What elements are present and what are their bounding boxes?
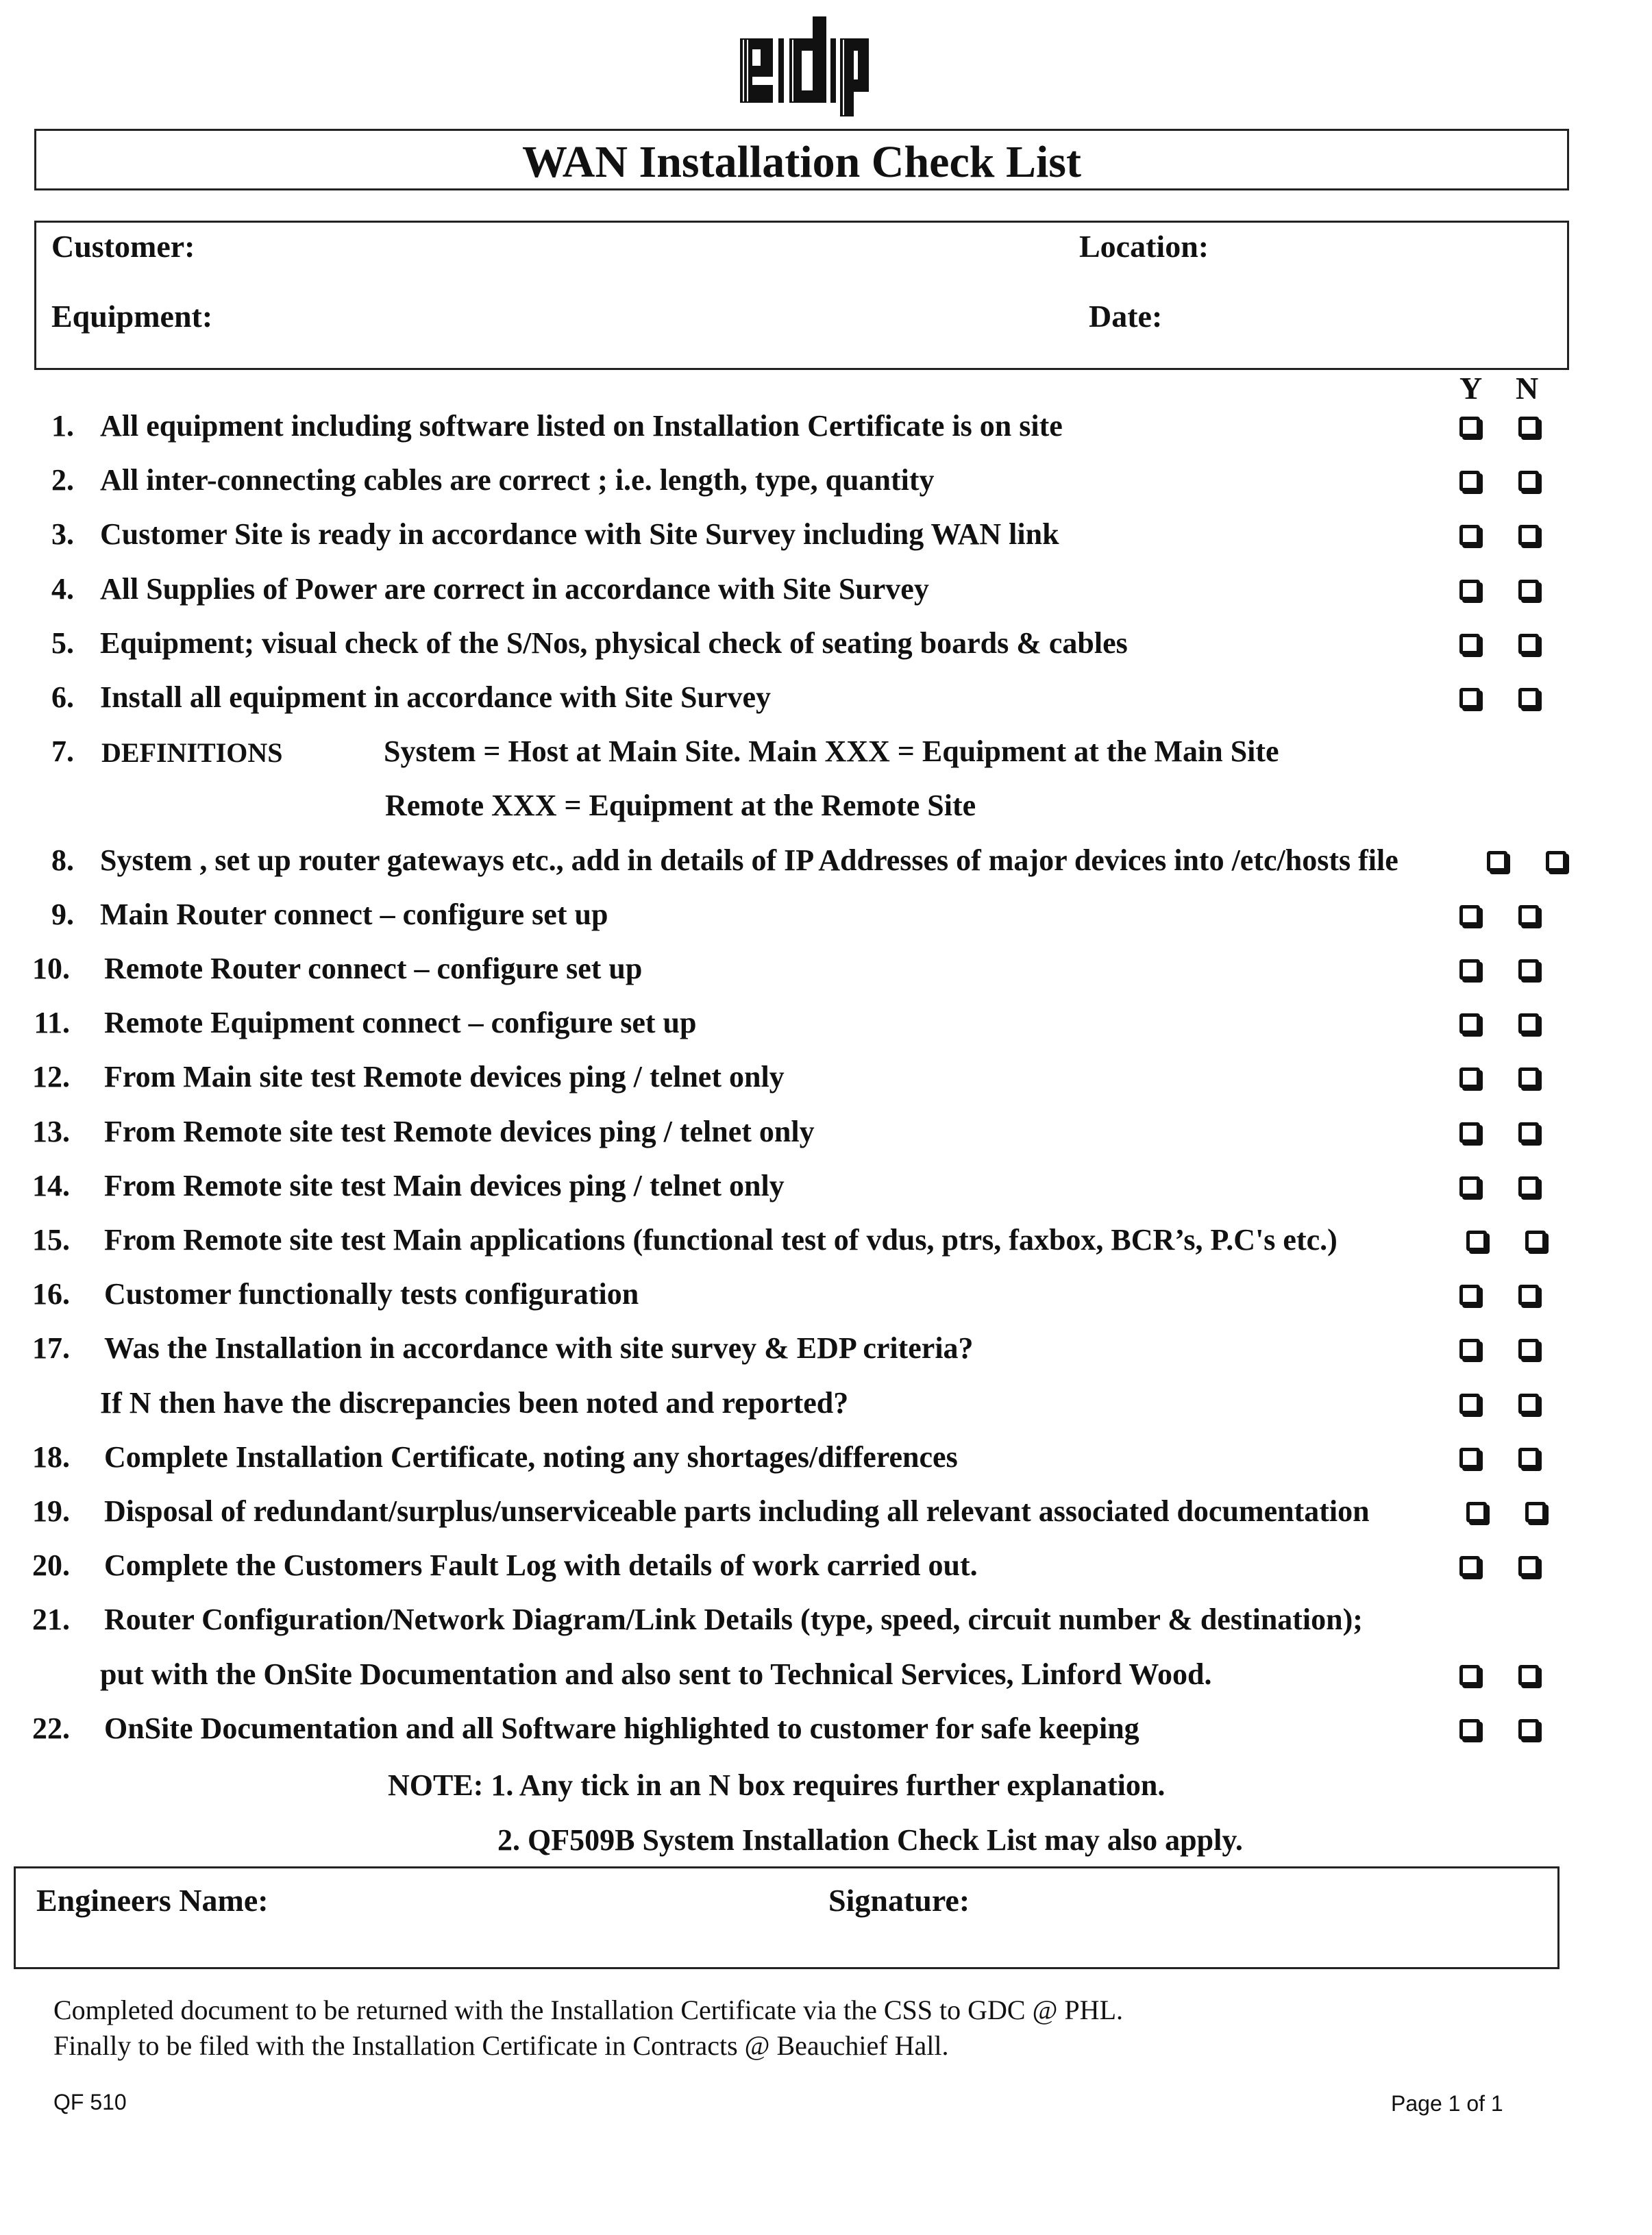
item-number: 14.	[32, 1168, 70, 1202]
edp-logo-graphic	[733, 10, 870, 119]
yes-checkbox[interactable]	[1459, 580, 1480, 600]
location-label: Location:	[1079, 229, 1209, 264]
yes-checkbox[interactable]	[1459, 905, 1480, 926]
item-number: 4.	[51, 571, 74, 606]
no-checkbox[interactable]	[1518, 1448, 1539, 1468]
no-checkbox[interactable]	[1518, 417, 1539, 437]
no-checkbox[interactable]	[1518, 525, 1539, 545]
no-checkbox[interactable]	[1518, 1013, 1539, 1034]
item-text: Complete the Customers Fault Log with details of work carried out.	[104, 1548, 978, 1583]
item-text: Customer Site is ready in accordance with Site Survey including WAN link	[100, 517, 1059, 552]
no-checkbox[interactable]	[1518, 688, 1539, 708]
item-text: Remote Router connect – configure set up	[104, 952, 643, 985]
yes-checkbox[interactable]	[1459, 1665, 1480, 1685]
yes-checkbox[interactable]	[1459, 634, 1480, 654]
item-number: 16.	[32, 1277, 70, 1311]
yes-checkbox[interactable]	[1459, 1448, 1480, 1468]
item-text: Main Router connect – configure set up	[100, 897, 608, 931]
item-text: Router Configuration/Network Diagram/Link Details (type, speed, circuit number & destination);	[104, 1603, 1363, 1637]
yes-checkbox[interactable]	[1459, 1394, 1480, 1414]
item-text: All Supplies of Power are correct in accordance with Site Survey	[100, 571, 929, 606]
no-checkbox[interactable]	[1518, 959, 1539, 980]
yes-column-header: Y	[1459, 371, 1483, 406]
item-text: System , set up router gateways etc., add in details of IP Addresses of major devices into /etc/hosts file	[100, 843, 1398, 877]
page-title: WAN Installation Check List	[522, 137, 1081, 187]
no-checkbox[interactable]	[1518, 1719, 1539, 1740]
item-number: 9.	[51, 897, 74, 931]
yes-checkbox[interactable]	[1459, 959, 1480, 980]
yes-checkbox[interactable]	[1459, 471, 1480, 491]
no-checkbox[interactable]	[1525, 1502, 1546, 1522]
edp-logo	[733, 10, 870, 119]
no-checkbox[interactable]	[1518, 1665, 1539, 1685]
engineers-name-label: Engineers Name:	[36, 1883, 269, 1918]
no-checkbox[interactable]	[1518, 1285, 1539, 1305]
item-number: 8.	[51, 843, 74, 877]
date-label: Date:	[1089, 299, 1163, 334]
item-number: 6.	[51, 680, 74, 714]
page-number: Page 1 of 1	[1391, 2091, 1503, 2116]
yes-checkbox[interactable]	[1459, 1176, 1480, 1197]
definition-line-1: System = Host at Main Site. Main XXX = Equipment at the Main Site	[384, 734, 1279, 769]
item-number: 19.	[32, 1494, 70, 1528]
no-checkbox[interactable]	[1518, 905, 1539, 926]
item-number: 20.	[32, 1548, 70, 1583]
yes-checkbox[interactable]	[1459, 1719, 1480, 1740]
signature-box	[14, 1866, 1559, 1969]
yes-checkbox[interactable]	[1459, 1556, 1480, 1577]
no-column-header: N	[1516, 371, 1539, 406]
yes-checkbox[interactable]	[1487, 851, 1507, 872]
no-checkbox[interactable]	[1518, 1067, 1539, 1088]
yes-checkbox[interactable]	[1459, 1067, 1480, 1088]
yes-checkbox[interactable]	[1466, 1231, 1487, 1251]
no-checkbox[interactable]	[1518, 1339, 1539, 1359]
item-number: 3.	[51, 517, 74, 552]
yes-checkbox[interactable]	[1459, 688, 1480, 708]
item-text: All equipment including software listed on Installation Certificate is on site	[100, 409, 1063, 443]
yes-checkbox[interactable]	[1459, 1013, 1480, 1034]
item-text: Disposal of redundant/surplus/unserviceable parts including all relevant associated documentation	[104, 1494, 1370, 1528]
item-text: Remote Equipment connect – configure set up	[104, 1006, 697, 1040]
equipment-label: Equipment:	[51, 299, 213, 334]
item-text: From Remote site test Remote devices ping / telnet only	[104, 1114, 815, 1148]
item-text: Install all equipment in accordance with Site Survey	[100, 680, 772, 714]
item-text: OnSite Documentation and all Software highlighted to customer for safe keeping	[104, 1711, 1139, 1745]
item-number: 12.	[32, 1060, 70, 1094]
no-checkbox[interactable]	[1518, 1176, 1539, 1197]
item-text: Customer functionally tests configuration	[104, 1277, 639, 1311]
note-line-2: 2. QF509B System Installation Check List may also apply.	[497, 1823, 1243, 1857]
item-number: 10.	[32, 952, 70, 985]
item-text: From Remote site test Main devices ping / telnet only	[104, 1168, 785, 1202]
yes-checkbox[interactable]	[1459, 1339, 1480, 1359]
footer-line-1: Completed document to be returned with the Installation Certificate via the CSS to GDC @ PHL.	[53, 1995, 1123, 2025]
no-checkbox[interactable]	[1546, 851, 1566, 872]
header-info-box	[34, 221, 1569, 370]
footer-line-2: Finally to be filed with the Installation Certificate in Contracts @ Beauchief Hall.	[53, 2030, 949, 2061]
yes-checkbox[interactable]	[1459, 1122, 1480, 1143]
no-checkbox[interactable]	[1518, 634, 1539, 654]
item-number: 1.	[51, 409, 74, 443]
item-text: From Main site test Remote devices ping / telnet only	[104, 1060, 785, 1094]
item-number: 22.	[32, 1711, 70, 1745]
item-number: 21.	[32, 1603, 70, 1637]
item-text: Complete Installation Certificate, noting any shortages/differences	[104, 1440, 958, 1474]
item-number: 18.	[32, 1440, 70, 1474]
item-text: put with the OnSite Documentation and also sent to Technical Services, Linford Wood.	[100, 1657, 1212, 1691]
customer-label: Customer:	[51, 229, 195, 264]
no-checkbox[interactable]	[1518, 1556, 1539, 1577]
item-text: Was the Installation in accordance with site survey & EDP criteria?	[104, 1331, 974, 1366]
definition-line-2: Remote XXX = Equipment at the Remote Site	[385, 789, 976, 823]
yes-checkbox[interactable]	[1459, 417, 1480, 437]
no-checkbox[interactable]	[1518, 1122, 1539, 1143]
signature-label: Signature:	[828, 1883, 970, 1918]
item-text: All inter-connecting cables are correct ; i.e. length, type, quantity	[100, 463, 935, 497]
item-number: 5.	[51, 626, 74, 660]
form-code: QF 510	[53, 2090, 127, 2114]
no-checkbox[interactable]	[1518, 1394, 1539, 1414]
no-checkbox[interactable]	[1525, 1231, 1546, 1251]
item-number: 17.	[32, 1331, 70, 1366]
item-number: 11.	[34, 1006, 70, 1040]
item-text: If N then have the discrepancies been noted and reported?	[100, 1385, 849, 1420]
item-number: 15.	[32, 1223, 70, 1257]
item-text: Equipment; visual check of the S/Nos, physical check of seating boards & cables	[100, 626, 1128, 660]
title-box	[34, 129, 1569, 190]
item-number: 7.	[51, 734, 74, 769]
yes-checkbox[interactable]	[1459, 1285, 1480, 1305]
no-checkbox[interactable]	[1518, 580, 1539, 600]
item-text: From Remote site test Main applications (functional test of vdus, ptrs, faxbox, BCR’s, P.C's etc.)	[104, 1223, 1337, 1257]
item-number: 2.	[51, 463, 74, 497]
item-number: 13.	[32, 1114, 70, 1148]
yes-checkbox[interactable]	[1466, 1502, 1487, 1522]
definitions-label: DEFINITIONS	[101, 737, 283, 769]
no-checkbox[interactable]	[1518, 471, 1539, 491]
yes-checkbox[interactable]	[1459, 525, 1480, 545]
note-line-1: NOTE: 1. Any tick in an N box requires further explanation.	[388, 1768, 1166, 1802]
